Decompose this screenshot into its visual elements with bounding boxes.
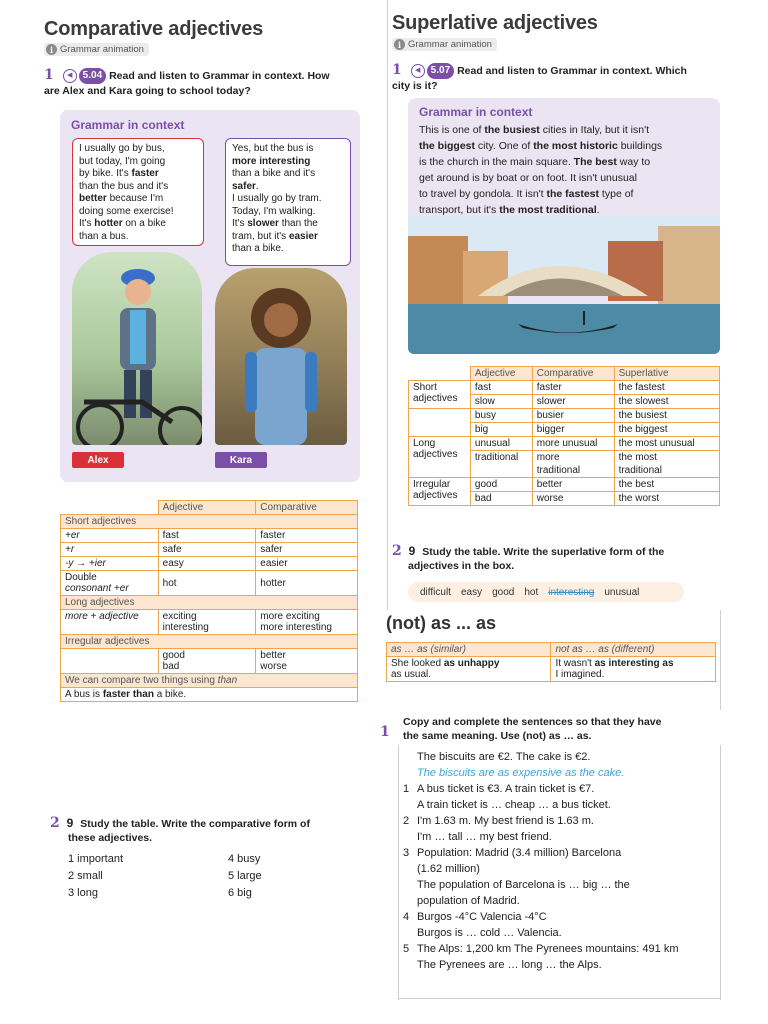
- superlative-cell: the busiest: [614, 409, 719, 423]
- grammar-in-context-text: [419, 122, 715, 218]
- alex-name-tag: Alex: [72, 452, 124, 468]
- column-header: Superlative: [614, 367, 719, 381]
- audio-button[interactable]: [63, 68, 106, 84]
- instruction-line-1: Study the table. Write the superlative form of the: [422, 546, 665, 558]
- table-row: [409, 409, 720, 423]
- example-sentence: [61, 688, 358, 702]
- grammar-in-context-title: Grammar in context: [419, 105, 533, 119]
- exercise-number: 1: [392, 62, 402, 78]
- instruction-line-1: Read and listen to Grammar in context. How: [109, 70, 330, 82]
- group-label-line: adjectives: [413, 490, 458, 501]
- column-header: Comparative: [532, 367, 614, 381]
- example-text: a bike.: [153, 689, 187, 700]
- compare-note: [61, 674, 358, 688]
- example-cell: [387, 657, 551, 682]
- bubble-line: than a bus.: [79, 230, 129, 242]
- table-row: [61, 571, 358, 596]
- adjective-cell: [158, 610, 256, 635]
- instruction-line-2: these adjectives.: [68, 832, 153, 844]
- superlative-cell: the most: [614, 451, 719, 465]
- word-chip: good: [492, 586, 515, 598]
- adjective-cell: good: [470, 478, 532, 492]
- exercise-divider-bottom: [398, 998, 720, 999]
- adjective-cell: safe: [158, 543, 256, 557]
- bubble-line: than the bus and it's: [79, 180, 169, 192]
- column-divider: [387, 0, 388, 610]
- right-page-title: Superlative adjectives: [392, 12, 598, 34]
- item-prompt: Population: Madrid (3.4 million) Barcelona: [417, 847, 622, 859]
- group-label-line: adjectives: [413, 449, 458, 460]
- example-bold: as unhappy: [443, 658, 500, 669]
- left-grammar-animation-link[interactable]: [44, 43, 149, 56]
- column-header: as … as (similar): [387, 643, 551, 657]
- exercise-number: 1: [380, 724, 390, 740]
- word-chip: unusual: [604, 586, 640, 598]
- bubble-line: but today, I'm going: [79, 155, 166, 167]
- adjective-cell: slow: [470, 395, 532, 409]
- rule-cell: +er: [61, 529, 159, 543]
- example-cell: [551, 657, 716, 682]
- right-exercise-1: [392, 63, 732, 93]
- table-row: [61, 557, 358, 571]
- pencil-icon: 9: [66, 816, 74, 830]
- bubble-line: than a bike and it's: [232, 168, 316, 179]
- empty-header-cell: [409, 367, 471, 381]
- item-prompt: A bus ticket is €3. A train ticket is €7.: [417, 783, 595, 795]
- audio-button[interactable]: [411, 63, 454, 79]
- instruction-line-2: adjectives in the box.: [408, 560, 515, 572]
- item-gapfill: I'm … tall … my best friend.: [417, 831, 552, 843]
- compare-note-text: We can compare two things using: [65, 675, 218, 686]
- group-label-line: Short: [413, 382, 437, 393]
- item-gapfill: The population of Barcelona is … big … the: [417, 879, 630, 891]
- bubble-line: Today, I'm walking.: [232, 205, 316, 217]
- grammar-animation-label: Grammar animation: [60, 44, 144, 55]
- section-label: Long adjectives: [61, 596, 358, 610]
- instruction-line-2: city is it?: [392, 80, 438, 93]
- as-as-exercise: [403, 715, 719, 973]
- adjective-cell: easy: [158, 557, 256, 571]
- group-label: [409, 478, 471, 506]
- adjective-cell: [158, 649, 256, 674]
- empty-header-cell: [61, 501, 159, 515]
- group-label: [409, 381, 471, 409]
- bubble-line: I usually go by bus,: [79, 143, 165, 154]
- example-text: A bus is: [65, 689, 103, 700]
- list-item: [403, 845, 719, 861]
- table-row: [409, 478, 720, 492]
- group-label-line: Irregular: [413, 479, 451, 490]
- section-row-long: [61, 596, 358, 610]
- item-gapfill: Burgos is … cold … Valencia.: [417, 927, 562, 939]
- grammar-animation-label: Grammar animation: [408, 39, 492, 50]
- example-sentence: The biscuits are €2. The cake is €2.: [417, 751, 591, 763]
- word-chip: difficult: [420, 586, 451, 598]
- example-text: It wasn't: [555, 658, 595, 669]
- text-line: the biggest city. One of the most historic buildings: [419, 140, 663, 152]
- comparative-cell: faster: [256, 529, 358, 543]
- girl-with-backpack-illustration: [215, 268, 347, 445]
- table-row: [61, 649, 358, 674]
- adjective-cell: traditional: [470, 451, 532, 465]
- adjective-cell: [470, 464, 532, 478]
- right-exercise-2: [392, 544, 732, 573]
- left-exercise-1: [44, 68, 364, 98]
- group-label-line: Long: [413, 438, 436, 449]
- right-grammar-in-context-card: [408, 98, 720, 354]
- list-item: 5 large: [228, 870, 262, 882]
- alex-speech-bubble: [72, 138, 204, 246]
- comparative-cell: worse: [532, 492, 614, 506]
- bubble-line: safer.: [232, 180, 259, 192]
- audio-track-code: 5.07: [427, 63, 454, 79]
- item-prompt-cont: (1.62 million): [417, 863, 480, 875]
- example-bold: faster than: [102, 689, 154, 700]
- adjective-line: interesting: [162, 622, 209, 633]
- word-chip-struck: interesting: [548, 586, 595, 598]
- speaker-icon: ◀: [63, 69, 77, 83]
- comparative-cell: slower: [532, 395, 614, 409]
- kara-speech-bubble: [225, 138, 351, 266]
- as-as-table: [386, 642, 716, 682]
- comparative-line: more interesting: [260, 622, 332, 633]
- comparative-cell: safer: [256, 543, 358, 557]
- text-line: get around is by boat or on foot. It isn't unusual: [419, 172, 637, 184]
- kara-photo: [215, 268, 347, 445]
- adjective-cell: fast: [470, 381, 532, 395]
- example-bold: as interesting as: [594, 658, 674, 669]
- exercise-number: 1: [44, 67, 54, 83]
- word-box: [408, 582, 684, 602]
- comparative-cell: faster: [532, 381, 614, 395]
- instruction-line-2: are Alex and Kara going to school today?: [44, 85, 251, 98]
- adjective-cell: busy: [470, 409, 532, 423]
- table-row: [409, 381, 720, 395]
- grammar-in-context-title: Grammar in context: [71, 118, 185, 132]
- item-number: 5: [403, 943, 410, 955]
- text-line: This is one of the busiest cities in Italy, but it isn't: [419, 124, 649, 136]
- section-divider: [720, 610, 721, 710]
- word-list: [50, 851, 360, 902]
- superlative-cell: the best: [614, 478, 719, 492]
- superlative-adjectives-table: [408, 366, 720, 506]
- rule-cell: [61, 649, 159, 674]
- rialto-bridge-illustration: [408, 216, 720, 354]
- example-text: She looked: [391, 658, 444, 669]
- table-header-row: [387, 643, 716, 657]
- word-chip: hot: [524, 586, 539, 598]
- group-label: [409, 437, 471, 478]
- column-header: Adjective: [470, 367, 532, 381]
- table-header-row: [409, 367, 720, 381]
- bubble-line: doing some exercise!: [79, 205, 174, 217]
- adjective-line: exciting: [162, 611, 197, 622]
- adjective-cell: big: [470, 423, 532, 437]
- pencil-icon: 9: [408, 544, 416, 558]
- section-row-irregular: [61, 635, 358, 649]
- info-icon: i: [46, 44, 57, 55]
- item-gapfill: The Pyrenees are … long … the Alps.: [417, 959, 602, 971]
- list-item: [403, 941, 719, 957]
- superlative-cell: the most unusual: [614, 437, 719, 451]
- example-row: [61, 688, 358, 702]
- rule-line: consonant +er: [65, 583, 129, 594]
- left-exercise-2: [50, 816, 360, 902]
- superlative-cell: the worst: [614, 492, 719, 506]
- superlative-cell: the biggest: [614, 423, 719, 437]
- item-number: 3: [403, 847, 410, 859]
- instruction-line-1: Read and listen to Grammar in context. Which: [457, 65, 687, 77]
- section-row-short: [61, 515, 358, 529]
- list-item: [403, 813, 719, 829]
- rule-cell: [61, 571, 159, 596]
- alex-photo: [72, 252, 202, 445]
- column-header: not as … as (different): [551, 643, 716, 657]
- item-gapfill-cont: population of Madrid.: [417, 895, 520, 907]
- list-item: [403, 781, 719, 797]
- adjective-line: good: [162, 650, 185, 661]
- rule-line: Double: [65, 572, 97, 583]
- text-line: to travel by gondola. It isn't the fastest type of: [419, 188, 634, 200]
- exercise-divider-right: [720, 745, 721, 1000]
- bubble-line: I usually go by tram.: [232, 193, 322, 204]
- right-grammar-animation-link[interactable]: [392, 38, 497, 51]
- example-text: I imagined.: [555, 669, 605, 680]
- rule-cell: more + adjective: [61, 610, 159, 635]
- left-grammar-in-context-card: [60, 110, 360, 482]
- section-label: Irregular adjectives: [61, 635, 358, 649]
- bubble-line: tram, but it's easier: [232, 230, 318, 242]
- comparative-cell: better: [532, 478, 614, 492]
- bubble-line: Yes, but the bus is: [232, 143, 314, 154]
- list-item: 4 busy: [228, 853, 261, 865]
- speaker-icon: ◀: [411, 64, 425, 78]
- item-prompt: The Alps: 1,200 km The Pyrenees mountains: 491 km: [417, 943, 679, 955]
- comparative-cell: busier: [532, 409, 614, 423]
- info-icon: i: [394, 39, 405, 50]
- example-text: as usual.: [391, 669, 432, 680]
- item-number: 2: [403, 815, 410, 827]
- model-answer: The biscuits are as expensive as the cake.: [417, 767, 625, 779]
- adjective-cell: bad: [470, 492, 532, 506]
- exercise-divider-left: [398, 745, 399, 1000]
- left-page-title: Comparative adjectives: [44, 18, 264, 40]
- comparative-cell: [256, 610, 358, 635]
- venice-photo: [408, 216, 720, 354]
- comparative-cell: easier: [256, 557, 358, 571]
- bubble-line: by bike. It's faster: [79, 168, 159, 179]
- instruction-line-2: the same meaning. Use (not) as … as.: [403, 730, 592, 742]
- boy-with-bicycle-illustration: [72, 252, 202, 445]
- comparative-line: better: [260, 650, 286, 661]
- column-header: Adjective: [158, 501, 256, 515]
- table-row: [61, 543, 358, 557]
- compare-note-row: [61, 674, 358, 688]
- word-chip: easy: [460, 586, 483, 598]
- item-gapfill: A train ticket is … cheap … a bus ticket.: [417, 799, 611, 811]
- as-as-title: (not) as ... as: [386, 613, 497, 633]
- comparative-line: worse: [260, 661, 287, 672]
- item-prompt: I'm 1.63 m. My best friend is 1.63 m.: [417, 815, 594, 827]
- list-item: 1 important: [68, 853, 124, 865]
- rule-cell: -y → +ier: [61, 557, 159, 571]
- comparative-cell: hotter: [256, 571, 358, 596]
- instruction-line-1: Copy and complete the sentences so that they have: [403, 716, 662, 728]
- column-header: Comparative: [256, 501, 358, 515]
- exercise-number: 2: [50, 815, 60, 831]
- superlative-cell: traditional: [614, 464, 719, 478]
- bubble-line: It's slower than the: [232, 218, 318, 229]
- rule-cell: +r: [61, 543, 159, 557]
- comparative-cell: traditional: [532, 464, 614, 478]
- superlative-cell: the fastest: [614, 381, 719, 395]
- instruction-line-1: Study the table. Write the comparative form of: [80, 818, 310, 830]
- comparative-cell: more: [532, 451, 614, 465]
- list-item: 2 small: [68, 870, 103, 882]
- bubble-line: than a bike.: [232, 243, 284, 254]
- kara-name-tag: Kara: [215, 452, 267, 468]
- list-item: [403, 909, 719, 925]
- text-line: is the church in the main square. The best way to: [419, 156, 651, 168]
- table-row: [409, 437, 720, 451]
- group-label-line: adjectives: [413, 393, 458, 404]
- exercise-number: 2: [392, 543, 402, 559]
- superlative-cell: the slowest: [614, 395, 719, 409]
- bubble-line: better because I'm: [79, 193, 164, 204]
- audio-track-code: 5.04: [79, 68, 106, 84]
- table-header-row: [61, 501, 358, 515]
- adjective-cell: fast: [158, 529, 256, 543]
- list-item: 6 big: [228, 887, 252, 899]
- item-prompt: Burgos -4°C Valencia -4°C: [417, 911, 547, 923]
- comparative-cell: more unusual: [532, 437, 614, 451]
- table-row: [61, 610, 358, 635]
- item-number: 4: [403, 911, 410, 923]
- section-label: Short adjectives: [61, 515, 358, 529]
- bubble-line: more interesting: [232, 155, 311, 167]
- bubble-line: It's hotter on a bike: [79, 218, 166, 229]
- word-list-col-2: [228, 851, 262, 902]
- compare-note-word: than: [217, 675, 238, 686]
- text-line: transport, but it's the most traditional.: [419, 204, 600, 216]
- comparative-cell: bigger: [532, 423, 614, 437]
- exercise-items: [403, 749, 719, 973]
- adjective-cell: unusual: [470, 437, 532, 451]
- comparative-adjectives-table: [60, 500, 358, 702]
- adjective-cell: hot: [158, 571, 256, 596]
- table-row: [387, 657, 716, 682]
- group-label-empty: [409, 409, 471, 437]
- table-row: [61, 529, 358, 543]
- item-number: 1: [403, 783, 410, 795]
- list-item: 3 long: [68, 887, 98, 899]
- comparative-cell: [256, 649, 358, 674]
- adjective-line: bad: [162, 661, 180, 672]
- comparative-line: more exciting: [260, 611, 320, 622]
- word-list-col-1: [68, 851, 228, 902]
